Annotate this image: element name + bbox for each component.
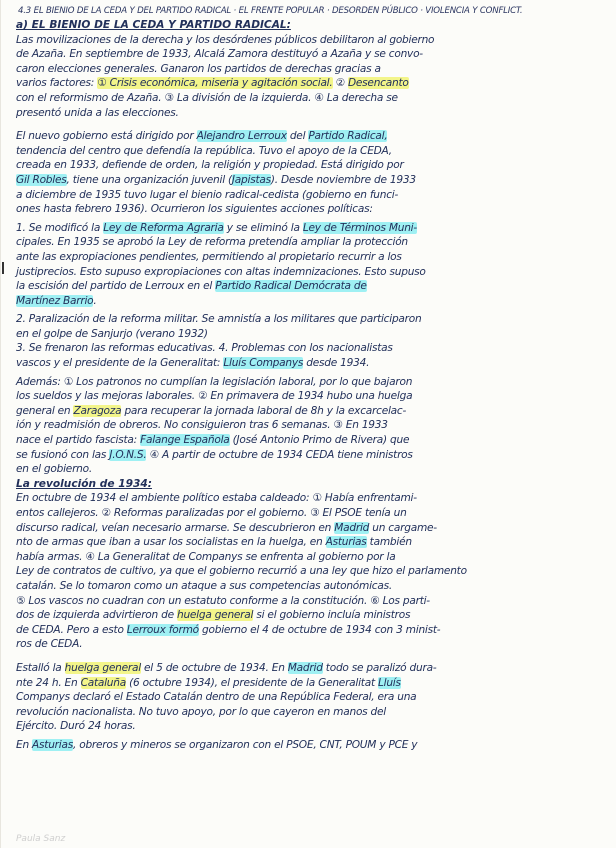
paragraph-6 xyxy=(16,491,602,652)
text-line: tendencia del centro que defendía la república. Tuvo el apoyo de la CEDA, xyxy=(16,144,392,157)
text-line: nace el partido fascista: Falange Española (José Antonio Primo de Rivera) que xyxy=(16,434,410,447)
text-line: justiprecios. Esto supuso expropiaciones con altas indemnizaciones. Esto supuso xyxy=(16,265,426,278)
paragraph-1 xyxy=(16,33,602,121)
text-line: ros de CEDA. xyxy=(16,638,83,651)
text-line: cipales. En 1935 se aprobó la Ley de reforma pretendía ampliar la protección xyxy=(16,236,408,249)
text-line: 1. Se modificó la Ley de Reforma Agraria y se eliminó la Ley de Términos Muni- xyxy=(16,221,417,234)
text-line: general en Zaragoza para recuperar la jornada laboral de 8h y la excarcelac- xyxy=(16,404,407,417)
text-line: con el reformismo de Azaña. ③ La división de la izquierda. ④ La derecha se xyxy=(16,91,398,104)
text-line: nte 24 h. En Cataluña (6 octubre 1934), el presidente de la Generalitat Lluís xyxy=(16,676,401,689)
section-b-title: La revolución de 1934: xyxy=(16,477,152,490)
text-line: había armas. ④ La Generalitat de Companys se enfrenta al gobierno por la xyxy=(16,550,396,563)
text-line: 2. Paralización de la reforma militar. Se amnistía a los militares que participaron xyxy=(16,313,422,326)
text-line: Las movilizaciones de la derecha y los desórdenes públicos debilitaron al gobierno xyxy=(16,33,435,46)
text-line: nto de armas que iban a usar los socialistas en la huelga, en Asturias también xyxy=(16,536,412,549)
text-line: En octubre de 1934 el ambiente político estaba caldeado: ① Había enfrentami- xyxy=(16,492,417,505)
text-line: caron elecciones generales. Ganaron los partidos de derechas gracias a xyxy=(16,62,381,75)
text-line: Estalló la huelga general el 5 de octubre de 1934. En Madrid todo se paralizó dura- xyxy=(16,661,437,674)
paragraph-2 xyxy=(16,129,602,217)
text-line: presentó unida a las elecciones. xyxy=(16,106,179,119)
faint-signature: Paula Sanz xyxy=(16,834,66,844)
text-line: ones hasta febrero 1936). Ocurrieron los siguientes acciones políticas: xyxy=(16,203,373,216)
text-line: ⑤ Los vascos no cuadran con un estatuto conforme a la constitución. ⑥ Los parti- xyxy=(16,594,430,607)
text-line: de CEDA. Pero a esto Lerroux formó gobierno el 4 de octubre de 1934 con 3 minist- xyxy=(16,623,441,636)
text-line: se fusionó con las J.O.N.S. ④ A partir de octubre de 1934 CEDA tiene ministros xyxy=(16,448,413,461)
text-line: revolución nacionalista. No tuvo apoyo, por lo que cayeron en manos del xyxy=(16,705,386,718)
text-line: Ley de contratos de cultivo, ya que el gobierno recurrió a una ley que hizo el parlamento xyxy=(16,565,467,578)
text-line: de Azaña. En septiembre de 1933, Alcalá Zamora destituyó a Azaña y se convo- xyxy=(16,48,423,61)
paragraph-8 xyxy=(16,738,602,753)
text-line: en el gobierno. xyxy=(16,463,92,476)
paragraph-3 xyxy=(16,221,602,309)
text-line: discurso radical, veían necesario armarse. Se descubrieron en Madrid un cargame- xyxy=(16,521,437,534)
page-header: 4.3 EL BIENIO DE LA CEDA Y DEL PARTIDO RADICAL · EL FRENTE POPULAR · DESORDEN PÚBLICO · VIOLENCIA Y CONFLICT. xyxy=(18,6,523,16)
text-line: a diciembre de 1935 tuvo lugar el bienio radical-cedista (gobierno en funci- xyxy=(16,188,399,201)
text-line: varios factores: ① Crisis económica, miseria y agitación social. ② Desencanto xyxy=(16,77,409,90)
text-line: dos de izquierda advirtieron de huelga general si el gobierno incluía ministros xyxy=(16,609,411,622)
text-line: Gil Robles, tiene una organización juvenil (Japistas). Desde noviembre de 1933 xyxy=(16,173,416,186)
text-line: Además: ① Los patronos no cumplían la legislación laboral, por lo que bajaron xyxy=(16,375,413,388)
text-line: Companys declaró el Estado Catalán dentro de una República Federal, era una xyxy=(16,691,417,704)
text-line: ión y readmisión de obreros. No consiguieron tras 6 semanas. ③ En 1933 xyxy=(16,419,388,432)
text-line: En Asturias, obreros y mineros se organizaron con el PSOE, CNT, POUM y PCE y xyxy=(16,738,418,751)
margin-rule xyxy=(0,0,1,848)
text-line: creada en 1933, defiende de orden, la religión y propiedad. Está dirigido por xyxy=(16,159,404,172)
text-line: Ejército. Duró 24 horas. xyxy=(16,720,136,733)
section-a-title: a) EL BIENIO DE LA CEDA Y PARTIDO RADICAL: xyxy=(16,19,291,31)
text-line: la escisión del partido de Lerroux en el Partido Radical Demócrata de xyxy=(16,280,367,293)
text-line: en el golpe de Sanjurjo (verano 1932) xyxy=(16,327,208,340)
pen-mark xyxy=(2,262,4,274)
text-line: ante las expropiaciones pendientes, permitiendo al propietario recurrir a los xyxy=(16,250,402,263)
text-line: vascos y el presidente de la Generalitat: Lluís Companys desde 1934. xyxy=(16,357,370,370)
text-line: 3. Se frenaron las reformas educativas. 4. Problemas con los nacionalistas xyxy=(16,342,393,355)
text-line: Martínez Barrio. xyxy=(16,294,97,307)
paragraph-4 xyxy=(16,312,602,370)
paragraph-7 xyxy=(16,661,602,734)
text-line: catalán. Se lo tomaron como un ataque a sus competencias autonómicas. xyxy=(16,579,392,592)
text-line: entos callejeros. ② Reformas paralizadas por el gobierno. ③ El PSOE tenía un xyxy=(16,507,407,519)
text-line: El nuevo gobierno está dirigido por Alejandro Lerroux del Partido Radical, xyxy=(16,130,388,143)
text-line: los sueldos y las mejoras laborales. ② En primavera de 1934 hubo una huelga xyxy=(16,390,413,403)
paragraph-5 xyxy=(16,375,602,477)
